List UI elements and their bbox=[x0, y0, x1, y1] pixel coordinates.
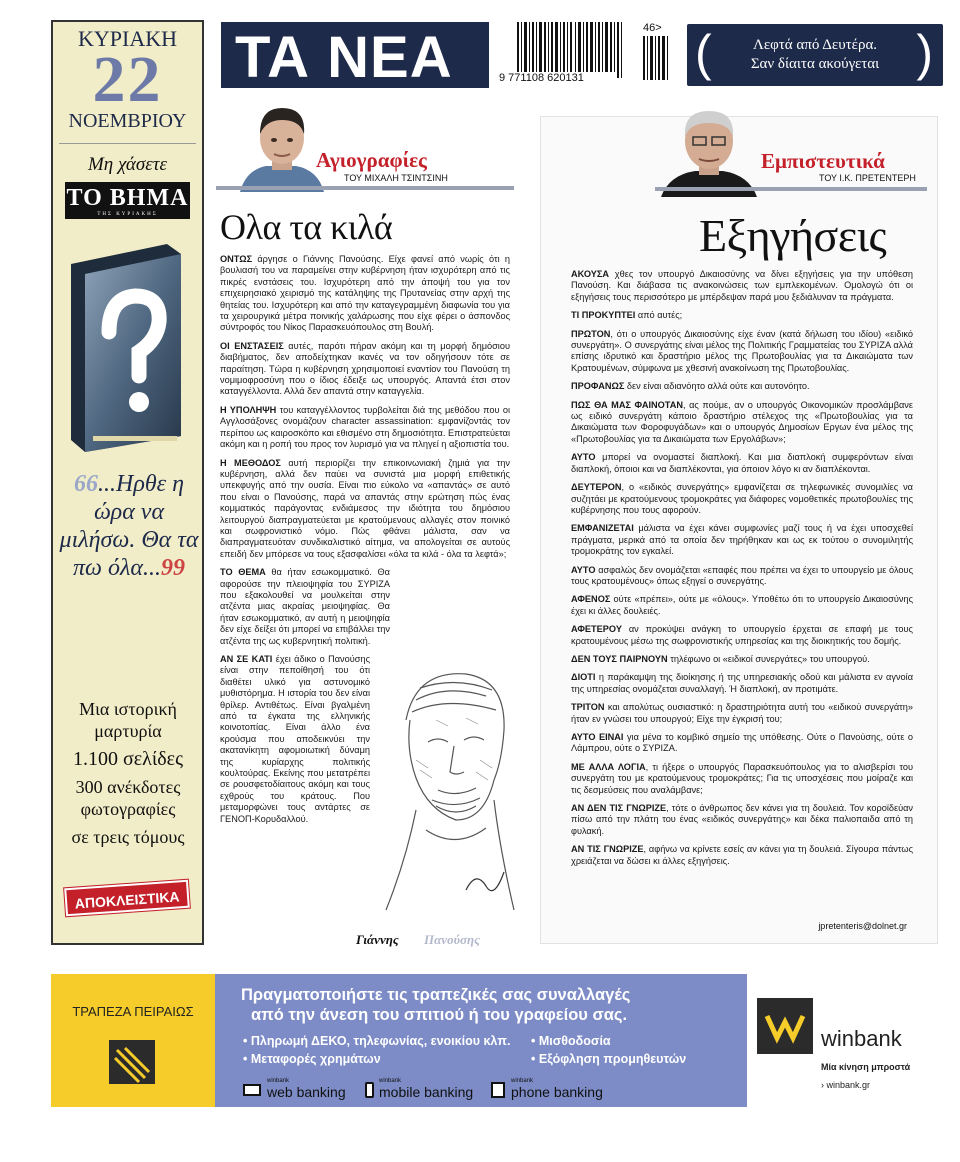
monitor-icon bbox=[243, 1084, 261, 1096]
paragraph: ΔΙΟΤΙ η παράκαμψη της διοίκησης ή της υπηρεσιακής οδού και μάλιστα εν αγνοία της υπηρεσίας ονομάζεται συναλλαγή. Ή διαπλοκή, αν προτιμάτε. bbox=[571, 672, 913, 694]
desc-photos: 300 ανέκδοτες φωτογραφίες bbox=[75, 777, 181, 819]
paragraph: ΤΡΙΤΟΝ και απολύτως ουσιαστικό: η δραστηριότητα αυτή του «ειδικού συνεργάτη» ήταν εν γνώσει του υπουργού; Είχε την έγκρισή του; bbox=[571, 702, 913, 724]
desc-volumes: σε τρεις τόμους bbox=[71, 827, 185, 847]
piraeus-bank-panel bbox=[51, 974, 215, 1107]
tagline-box bbox=[687, 24, 943, 86]
paragraph: ΑΥΤΟ ασφαλώς δεν ονομάζεται «επαφές που πρέπει να έχει το υπουργείο με όλους τους κρατουμένους» όπως εξηγεί ο συνεργάτης. bbox=[571, 564, 913, 586]
paragraph: ΑΥΤΟ μπορεί να ονομαστεί διαπλοκή. Και μια διαπλοκή συμφερόντων είναι διαπλοκή, όποιοι και να διαπλέκονται, για όποιον λόγο κι αν διαπλέκονται. bbox=[571, 452, 913, 474]
rubric-rule bbox=[655, 187, 927, 191]
paragraph: ΟΙ ΕΝΣΤΑΣΕΙΣ αυτές, παρότι πήραν ακόμη και τη μορφή δημόσιου διαβήματος, δεν αποδείχτηκαν ικανές να τον οδηγήσουν τότε σε παραίτηση. Τώρα η κυβέρνηση χρησιμοποιεί εναντίον του Πανούση τη νομιμοφροσύνη που ο ίδιος έδειξε ως υπουργός. Απαντά έτσι στον καταγγέλλοντα. Αλλά δεν απαντά στην καταγγελία. bbox=[220, 340, 510, 397]
paragraph: ΕΜΦΑΝΙΖΕΤΑΙ μάλιστα να έχει κάνει συμφωνίες μαζί τους ή να έχει υποσχεθεί πράγματα, μερικά από τα οποία δεν τηρήθηκαν και ως εκ τούτου ο συνομιλητής τρομοκράτης τον εγκαλεί. bbox=[571, 523, 913, 557]
tagline-line2: Σαν δίαιτα ακούγεται bbox=[750, 56, 880, 72]
paragraph: ΑΝ ΤΙΣ ΓΝΩΡΙΖΕ, αφήνω να κρίνετε εσείς αν κάνει για τη δουλειά. Σίγουρα πάντως χρειάζεται να δώσει κι άλλες εξηγήσεις. bbox=[571, 844, 913, 866]
sidebar-description bbox=[57, 698, 199, 848]
column-confidential bbox=[540, 116, 938, 944]
byline: ΤΟΥ ΜΙΧΑΛΗ ΤΣΙΝΤΣΙΝΗ bbox=[344, 173, 448, 183]
caption-first-name: Γιάννης bbox=[356, 932, 399, 947]
paragraph: ΤΟ ΘΕΜΑ θα ήταν εσωκομματικό. Θα αφορούσε την πλειοψηφία του ΣΥΡΙΖΑ που εξακολουθεί να μουλκείται στην ατζέντα μιας ακραίας μειοψηφίας. Θα ήταν εσωκομματικό, αν αυτή η μειοψηφία δεν είχε δείξει ότι μπορεί να επιβάλλει την ατζέντα της ως κυβερνητική πολιτική. bbox=[220, 567, 390, 646]
paragraph: Η ΜΕΘΟΔΟΣ αυτή περιορίζει την επικοινωνιακή ζημιά για την κυβέρνηση, αλλά δεν παύει να συνιστά μια μορφή επιθετικής υπεκφυγής από την ουσία. Είναι πιο εύκολο να «απαντάς» σε αυτό που είναι ο Πανούσης, παρά να απαντάς στην ερώτηση πώς ένας κομματικός παράγοντας ενδιάμεσος την ιδιότητα του δημόσιου λειτουργού διαπραγματεύεται με κρατούμενους αλλαγές στον ποινικό και σωφρονιστικό νόμο. Πώς φθάνει μάλιστα, σαν να διαπραγματευόταν συνδικαλιστικό αίτημα, να απολογείται σε αυτούς επειδή δεν μπόρεσε να τους εξασφαλίσει «όλα τα κιλά - όλα τα λεφτά»; bbox=[220, 457, 510, 559]
service-web-banking[interactable]: winbank web banking bbox=[243, 1078, 363, 1102]
portrait-sketch-panousis bbox=[376, 660, 516, 920]
bank-name: ΤΡΑΠΕΖΑ ΠΕΙΡΑΙΩΣ bbox=[72, 1004, 194, 1019]
column-hagiographies bbox=[216, 100, 514, 950]
sidebar-date: 22 bbox=[92, 43, 163, 116]
paragraph: ΟΝΤΩΣ άργησε ο Γιάννης Πανούσης. Είχε φανεί από νωρίς ότι η βουλιασή του να παραμείνει στην κυβέρνηση ήταν ισχυρότερη από τις πικρές ενστάσεις του. Ισχυρότερη από την άποψή του για τον επιχειρησιακό χειρισμό της κατάληψης της Πρυτανείας στην αρχή της θητείας του. Ισχυρότερη και από την καταγεγραμμένη διαφωνία του για τα χειρουργικά μέτρα ποινικής χαλάρωσης που είχε φέρει ο άσπονδος σύντροφός του Νίκος Παρασκευόπουλος στη Βουλή. bbox=[220, 254, 510, 333]
service-phone-banking[interactable]: winbank phone banking bbox=[491, 1078, 621, 1102]
paren-right: ) bbox=[916, 25, 933, 81]
sidebar-day: ΚΥΡΙΑΚΗ bbox=[78, 26, 177, 51]
winbank-brand-panel bbox=[747, 974, 941, 1107]
sidebar-paper-logo: ΤΟ ΒΗΜΑ ΤΗΣ ΚΥΡΙΑΚΗΣ bbox=[65, 182, 190, 219]
mobile-icon bbox=[365, 1082, 374, 1098]
ad-bullet-transfers: • Μεταφορές χρημάτων bbox=[243, 1052, 381, 1066]
quote-text: ...Ηρθε η ώρα να μιλήσω. Θα τα πω όλα... bbox=[59, 471, 199, 581]
paragraph: ΑΦΕΝΟΣ ούτε «πρέπει», ούτε με «όλους». Υποθέτω ότι το υπουργείο Δικαιοσύνης έχει κι άλλες δουλειές. bbox=[571, 594, 913, 616]
desc-testimony: Μια ιστορική μαρτυρία bbox=[79, 699, 177, 741]
sidebar-promo-label: Μη χάσετε bbox=[87, 154, 168, 175]
paren-left: ( bbox=[695, 25, 712, 81]
paragraph: ΑΝ ΔΕΝ ΤΙΣ ΓΝΩΡΙΖΕ, τότε ο άνθρωπος δεν κάνει για τη δουλειά. Τον κοροϊδεύαν πίσω από την πλάτη του ένας «ειδικός συνεργάτης» και δέκα παλιοπαιδα από τη φυλακή. bbox=[571, 803, 913, 836]
paragraph: ΠΡΩΤΟΝ, ότι ο υπουργός Δικαιοσύνης είχε έναν (κατά δήλωση του ιδίου) «ειδικό συνεργάτη». Ο συνεργάτης είναι μέλος της Πολιτικής Γραμματείας του ΣΥΡΙΖΑ αλλά επίσης ιδρυτικό και δραστήριο μέλος της Πρωτοβουλίας για τα Δικαιώματα των Κρατουμένων, σύμφωνα με χθεσινή ανακοίνωση της Πρωτοβουλίας. bbox=[571, 328, 913, 373]
issue-code: 46> bbox=[643, 22, 662, 34]
ad-bullet-suppliers: • Εξόφληση προμηθευτών bbox=[531, 1052, 687, 1066]
tagline-line1: Λεφτά από Δευτέρα. bbox=[752, 37, 878, 53]
sidebar-month: ΝΟΕΜΒΡΙΟΥ bbox=[68, 110, 187, 132]
paragraph: ΠΡΟΦΑΝΩΣ δεν είναι αδιανόητο αλλά ούτε και αυτονόητο. bbox=[571, 381, 810, 392]
quote-open-mark: 66 bbox=[73, 471, 98, 497]
newspaper-logo: ΤΑ ΝΕΑ bbox=[221, 22, 489, 88]
winbank-tagline: Μία κίνηση μπροστά bbox=[821, 1062, 911, 1072]
winbank-logo-icon bbox=[757, 998, 813, 1054]
paragraph: ΜΕ ΑΛΛΑ ΛΟΓΙΑ, τι ήξερε ο υπουργός Παρασκευόπουλος για το αλισβερίσι του συνεργάτη του με κρατούμενους τρομοκράτες; Για τις υποσχέσεις που μοίραζε και τις δεσμεύσεις που αναλάμβανε; bbox=[571, 761, 913, 795]
caption-last-name: Πανούσης bbox=[424, 932, 480, 947]
barcode bbox=[497, 22, 679, 92]
author-photo-pretenteris bbox=[659, 101, 759, 197]
paragraph: Η ΥΠΟΛΗΨΗ του καταγγέλλοντος τυρβολείται διά της μεθόδου που οι Αγγλοσάξονες ονομάζουν character assassination: εμφανίζοντάς τον περίπου ως καιροσκόπο και εθισμένο στη δημοσιότητα. Επιστρατεύεται ακόμη και η ροπή του προς τον λυρισμό για να πληγεί η αξιοπιστία του. bbox=[220, 404, 510, 450]
ad-headline1: Πραγματοποιήστε τις τραπεζικές σας συναλλαγές bbox=[241, 986, 631, 1004]
winbank-url[interactable]: › winbank.gr bbox=[821, 1080, 871, 1090]
ad-headline2: από την άνεση του σπιτιού ή του γραφείου σας. bbox=[251, 1006, 628, 1024]
barcode-number: 9 771108 620131 bbox=[499, 72, 584, 84]
paragraph: ΑΦΕΤΕΡΟΥ αν προκύψει ανάγκη το υπουργείο έρχεται σε επαφή με τους κρατουμένους μέσω της σωφρονιστικής υπηρεσίας και της διοικητικής του δομής. bbox=[571, 624, 913, 646]
paragraph: ΔΕΥΤΕΡΟΝ, ο «ειδικός συνεργάτης» εμφανίζεται σε τηλεφωνικές συνομιλίες να συζητάει με κρατούμενους τρομοκράτες για διάφορες νομοθετικές πρωτοβουλίες της κυβέρνησης που τους αφορούν. bbox=[571, 482, 913, 515]
book-cover-image bbox=[63, 240, 189, 454]
author-photo-tsintsinis bbox=[236, 100, 326, 192]
winbank-advertisement[interactable] bbox=[51, 974, 941, 1107]
headline: Ολα τα κιλά bbox=[220, 207, 393, 247]
rubric-title: Εμπιστευτικά bbox=[761, 149, 885, 173]
exclusive-stamp: ΑΠΟΚΛΕΙΣΤΙΚΑ bbox=[64, 880, 190, 917]
ad-bullet-payments: • Πληρωμή ΔΕΚΟ, τηλεφωνίας, ενοικίου κλπ. bbox=[243, 1034, 511, 1048]
service-mobile-banking[interactable]: winbank mobile banking bbox=[363, 1078, 503, 1102]
paragraph: ΑΝ ΣΕ ΚΑΤΙ έχει άδικο ο Πανούσης είναι στην πεποίθησή του ότι διαθέτει υλικό για αστυνομικό μυθιστόρημα. Η ιστορία του δεν είναι θρίλερ. Αντιθέτως. Είναι βγαλμένη από τα έγκατα της ελληνικής κοινοτοπίας. Είναι άλλο ένα κρούσμα που αποδεικνύει την ακατανίκητη αφομοιωτική δύναμη της κυρίαρχης πολιτικής κουλτούρας. Εκείνης που μετατρέπει σε ρουσφετοδίαιτους ακόμη και τους εχθρούς του κράτους. Που μεταμορφώνει τους αντάρτες σε ΓΕΝΟΠ-Κορυδαλλού. bbox=[220, 654, 370, 824]
sidebar-quote bbox=[59, 470, 199, 582]
paragraph: ΠΩΣ ΘΑ ΜΑΣ ΦΑΙΝΟΤΑΝ, ας πούμε, αν ο υπουργός Οικονομικών προσλάμβανε ως ειδικό συνεργάτη κάποιο δραστήριο στέλεχος της «Πρωτοβουλίας για τα Δικαιώματα των Φοροφυγάδων» και ο υπουργός Δημοσίων Εργων ένα μέλος της «Πρωτοβουλίας για τα Δικαιώματα των Εργολάβων»; bbox=[571, 399, 913, 444]
headline: Εξηγήσεις bbox=[699, 210, 887, 261]
sidebar-promo bbox=[51, 20, 204, 945]
ad-bullet-payroll: • Μισθοδοσία bbox=[531, 1034, 611, 1048]
sidebar-divider bbox=[59, 143, 196, 144]
byline: ΤΟΥ Ι.Κ. ΠΡΕΤΕΝΤΕΡΗ bbox=[819, 173, 916, 183]
rubric-rule bbox=[216, 186, 514, 190]
paragraph: ΑΚΟΥΣΑ χθες τον υπουργό Δικαιοσύνης να δίνει εξηγήσεις για την υπόθεση Πανούση. Και διάβασα τις ανακοινώσεις των εμπλεκομένων. Ομολογώ ότι οι εξηγήσεις τους περισσότερο με μπέρδεψαν παρά μου ξεδιάλυναν τα πράγματα. bbox=[571, 269, 913, 302]
winbank-brand: winbank bbox=[821, 1026, 902, 1051]
phone-icon bbox=[491, 1082, 505, 1098]
paragraph: ΔΕΝ ΤΟΥΣ ΠΑΙΡΝΟΥΝ τηλέφωνο οι «ειδικοί συνεργάτες» του υπουργού. bbox=[571, 653, 870, 664]
rubric-title: Αγιογραφίες bbox=[316, 148, 427, 172]
piraeus-logo-icon bbox=[109, 1040, 155, 1084]
quote-close-mark: 99 bbox=[160, 555, 185, 581]
desc-pages: 1.100 σελίδες bbox=[73, 748, 183, 770]
paragraph: ΑΥΤΟ ΕΙΝΑΙ για μένα το κομβικό σημείο της υπόθεσης. Ούτε ο Πανούσης, ούτε ο Λάμπρου, ούτε ο ΣΥΡΙΖΑ. bbox=[571, 732, 913, 754]
paragraph: ΤΙ ΠΡΟΚΥΠΤΕΙ από αυτές; bbox=[571, 310, 683, 321]
author-email: jpretenteris@dolnet.gr bbox=[818, 921, 907, 931]
